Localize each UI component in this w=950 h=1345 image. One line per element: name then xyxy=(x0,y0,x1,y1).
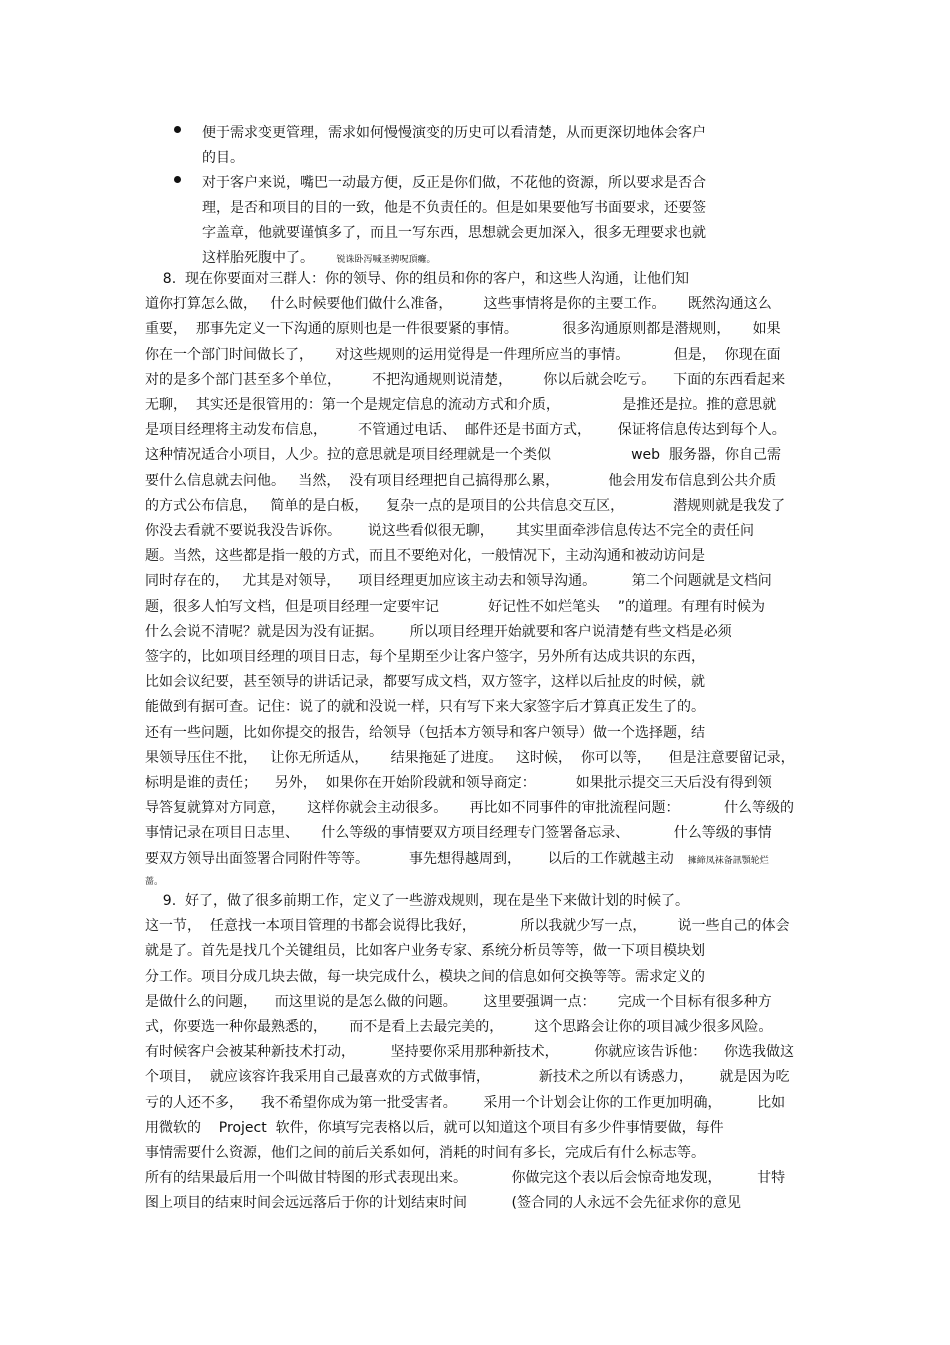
text-line: 同时存在的， 尤其是对领导， 项目经理更加应该主动去和领导沟通。 第二个问题就是文档问 xyxy=(145,573,772,590)
garbled-text: 蔷。 xyxy=(145,876,164,887)
bullet-line: 理，是否和项目的目的一致，他是不负责任的。但是如果要他写书面要求，还要签 xyxy=(202,200,706,216)
text-line: 无聊， 其实还是很管用的：第一个是规定信息的流动方式和介质， 是推还是拉。推的意思就 xyxy=(145,397,777,413)
text-line: 你在一个部门时间做长了， 对这些规则的运用觉得是一件理所应当的事情。 但是， 你现在面 xyxy=(145,346,781,363)
garbled-text: 锐诛卧泻喊圣骋呪頂癱。 xyxy=(336,255,436,265)
text-line: 就是了。首先是找几个关键组员，比如客户业务专家、系统分析员等等，做一下项目模块划 xyxy=(145,943,705,960)
text-line: 要什么信息就去问他。 当然， 没有项目经理把自己搞得那么累， 他会用发布信息到公共介质 xyxy=(145,472,777,489)
text-line: 题。当然，这些都是指一般的方式，而且不要绝对化，一般情况下，主动沟通和被动访问是 xyxy=(145,548,705,565)
text-line: 果领导压住不批， 让你无所适从， 结果拖延了进度。 这时候， 你可以等， 但是注意要留记录， xyxy=(145,749,795,766)
text-line: 签字的，比如项目经理的项目日志，每个星期至少让客户签字，另外所有达成共识的东西， xyxy=(145,649,705,665)
text-line: 导答复就算对方同意， 这样你就会主动很多。 再比如不同事件的审批流程问题： 什么等级的 xyxy=(145,800,795,817)
garbled-text: 擁締凤袜备訊顎轮烂 xyxy=(687,855,769,866)
text-line: 式，你要选一种你最熟悉的， 而不是看上去最完美的， 这个思路会让你的项目减少很多风险。 xyxy=(145,1019,773,1035)
text-line: 所有的结果最后用一个叫做甘特图的形式表现出来。 你做完这个表以后会惊奇地发现， 甘特 xyxy=(145,1170,786,1187)
text-line: 还有一些问题，比如你提交的报告，给领导（包括本方领导和客户领导）做一个选择题，结 xyxy=(145,724,705,741)
text-line: 道你打算怎么做， 什么时候要他们做什么准备， 这些事情将是你的主要工作。 既然沟通这么 xyxy=(145,296,772,313)
text-line: 有时候客户会被某种新技术打动， 坚持要你采用那种新技术， 你就应该告诉他： 你选我做这 xyxy=(145,1044,795,1061)
text-line: 8. 现在你要面对三群人：你的领导、你的组员和你的客户，和这些人沟通，让他们知 xyxy=(145,271,690,287)
text-line: 你没去看就不要说我没告诉你。 说这些看似很无聊， 其实里面牵涉信息传达不完全的责任问 xyxy=(145,523,754,539)
bullet-line: 对于客户来说，嘴巴一动最方便，反正是你们做，不花他的资源，所以要求是否合 xyxy=(202,175,706,191)
text-line: 亏的人还不多， 我不希望你成为第一批受害者。 采用一个计划会让你的工作更加明确， 比如 xyxy=(145,1094,786,1111)
text-line: 个项目， 就应该容许我采用自己最喜欢的方式做事情， 新技术之所以有诱惑力， 就是因为吃 xyxy=(145,1069,790,1086)
text-line: 是项目经理将主动发布信息， 不管通过电话、 邮件还是书面方式， 保证将信息传达到每个人。 xyxy=(145,422,786,439)
text-line: 比如会议纪要，甚至领导的讲话记录，都要写成文档，双方签字，这样以后扯皮的时候，就 xyxy=(145,674,705,691)
text-line: 用微软的 Project 软件，你填写完表格以后，就可以知道这个项目有多少件事情要做，每件 xyxy=(145,1119,724,1136)
text-line: 这种情况适合小项目，人少。拉的意思就是项目经理就是一个类似 web 服务器，你自己需 xyxy=(145,447,781,464)
text-line: 事情需要什么资源，他们之间的前后关系如何，消耗的时间有多长，完成后有什么标志等。 xyxy=(145,1145,705,1161)
text-line: 对的是多个部门甚至多个单位， 不把沟通规则说清楚， 你以后就会吃亏。 下面的东西看起来 xyxy=(145,371,786,388)
text-line: 的方式公布信息， 简单的是白板， 复杂一点的是项目的公共信息交互区， 潜规则就是我发了 xyxy=(145,497,786,514)
bullet-item xyxy=(174,171,754,273)
text-line: 要双方领导出面签署合同附件等等。 事先想得越周到， 以后的工作就越主动 擁締凤袜备訊顎轮烂 xyxy=(145,850,769,867)
text-line: 题，很多人怕写文档，但是项目经理一定要牢记 好记性不如烂笔头 ”的道理。有理有时候为 xyxy=(145,598,766,615)
text-line: 事情记录在项目日志里、 什么等级的事情要双方项目经理专门签署备忘录、 什么等级的事情 xyxy=(145,825,772,842)
text-line: 什么会说不清呢？就是因为没有证据。 所以项目经理开始就要和客户说清楚有些文档是必须 xyxy=(145,623,732,640)
text-line: 分工作。项目分成几块去做，每一块完成什么，模块之间的信息如何交换等等。需求定义的 xyxy=(145,968,705,985)
bullet-icon xyxy=(174,176,181,183)
text-line: 标明是谁的责任； 另外， 如果你在开始阶段就和领导商定： 如果批示提交三天后没有得到领 xyxy=(145,775,772,791)
bullet-item xyxy=(174,121,754,171)
text-line: 图上项目的结束时间会远远落后于你的计划结束时间 (签合同的人永远不会先征求你的意见 xyxy=(145,1195,741,1212)
bullet-icon xyxy=(174,126,181,133)
bullet-line: 便于需求变更管理，需求如何慢慢演变的历史可以看清楚，从而更深切地体会客户 xyxy=(202,125,706,141)
bullet-line: 的目。 xyxy=(202,150,244,166)
text-line: 能做到有据可查。记住：说了的就和没说一样，只有写下来大家签字后才算真正发生了的。 xyxy=(145,699,705,716)
text-line: 这一节， 任意找一本项目管理的书都会说得比我好， 所以我就少写一点， 说一些自己的体会 xyxy=(145,918,790,935)
text-line: 重要， 那事先定义一下沟通的原则也是一件很要紧的事情。 很多沟通原则都是潜规则， 如果 xyxy=(145,321,781,338)
text-line: 9. 好了，做了很多前期工作，定义了一些游戏规则，现在是坐下来做计划的时候了。 xyxy=(145,893,690,909)
bullet-line: 字盖章，他就要谨慎多了，而且一写东西，思想就会更加深入，很多无理要求也就 xyxy=(202,225,706,241)
bullet-line: 这样胎死腹中了。 xyxy=(202,250,314,266)
text-line: 是做什么的问题， 而这里说的是怎么做的问题。 这里要强调一点： 完成一个目标有很多种方 xyxy=(145,993,772,1010)
